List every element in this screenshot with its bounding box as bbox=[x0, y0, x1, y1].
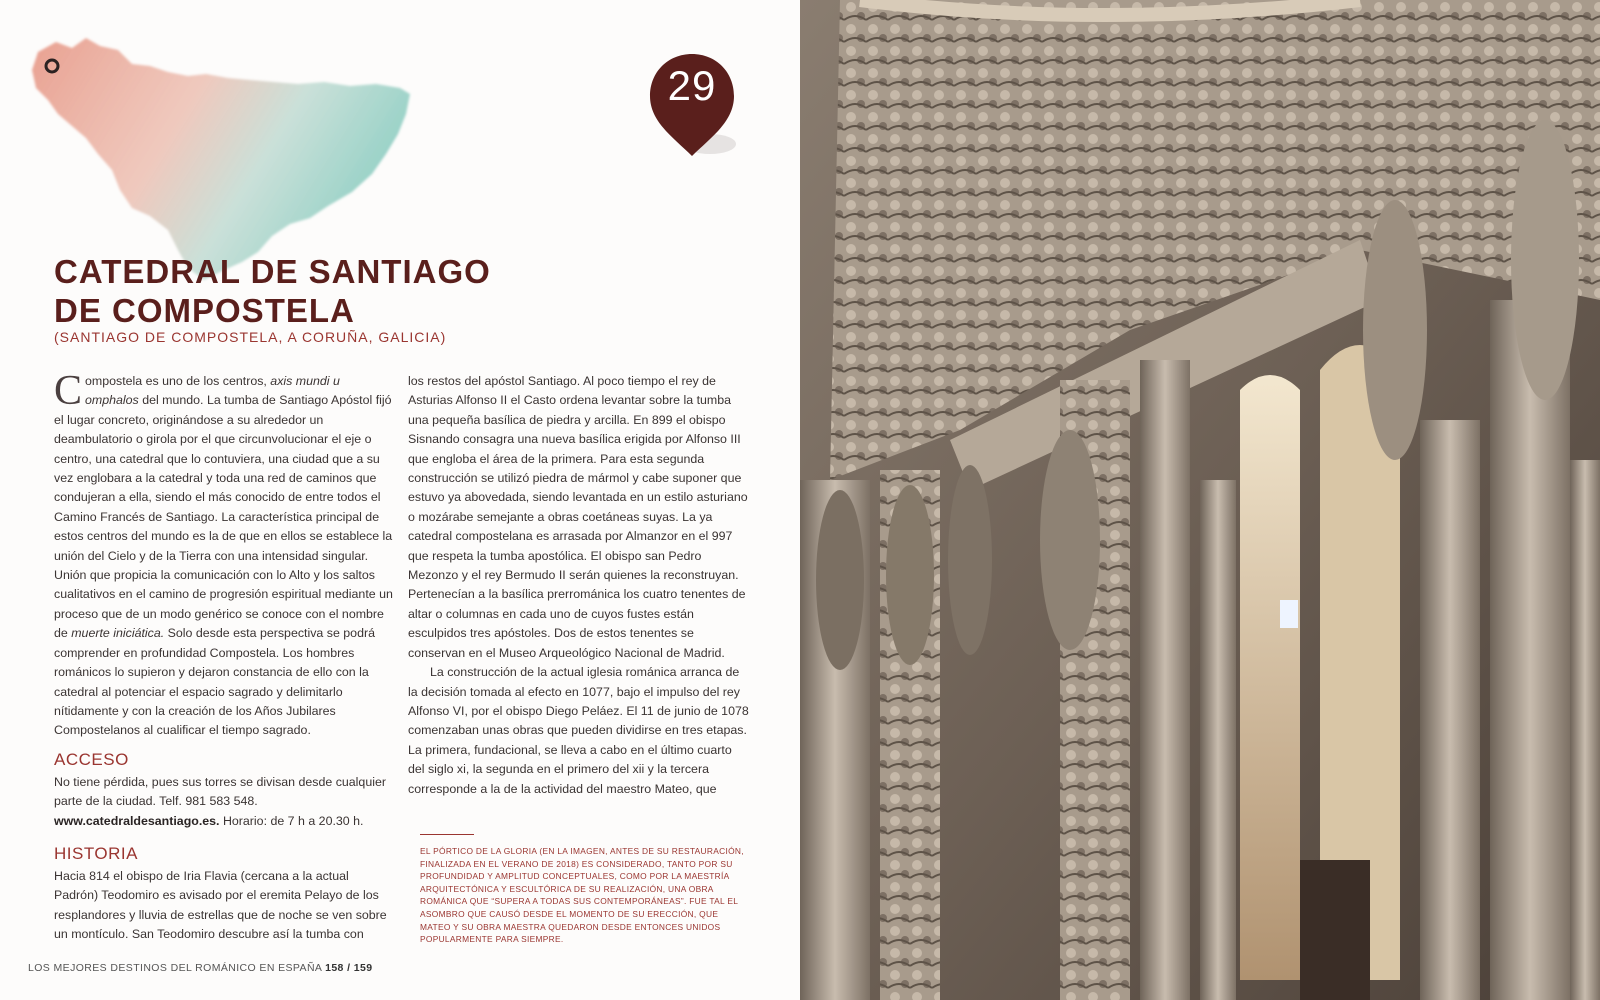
drop-cap: C bbox=[54, 368, 83, 414]
title-line-1: CATEDRAL DE SANTIAGO bbox=[54, 253, 491, 290]
website-link[interactable]: www.catedraldesantiago.es. bbox=[54, 813, 220, 828]
historia-paragraph: Hacia 814 el obispo de Iria Flavia (cercana a la actual Padrón) Teodomiro es avisado por el eremita Pelayo de los resplandores y lluvia de estrellas que de noche se ven sobre un montículo. San Teodomiro descubre así la tumba con bbox=[54, 868, 387, 942]
page-footer bbox=[28, 962, 372, 974]
caption-divider bbox=[420, 834, 474, 835]
portico-de-la-gloria-photo bbox=[800, 0, 1600, 1000]
history-paragraph-1: los restos del apóstol Santiago. Al poco tiempo el rey de Asturias Alfonso II el Casto ordena levantar sobre la tumba una pequeña basílica de piedra y arcilla. En 899 el obispo Sisnando consagra una nueva basílica erigida por Alfonso III que engloba el área de la primera. Para esta segunda construcción se utilizó piedra de mármol y cabe suponer que estuvo ya abovedada, siendo levantada en un estilo asturiano o mozárabe semejante a obras coetáneas suyas. La ya catedral compostelana es arrasada por Almanzor en el 997 que respeta la tumba apostólica. El obispo san Pedro Mezonzo y el rey Bermudo II serán quienes la reconstruyan. Pertenecían a la basílica prerrománica los cuatro tenentes de altar o columnas en cada uno de cuyos fustes están esculpidos tres apóstoles. Dos de estos tenentes se conservan en el Museo Arqueológico Nacional de Madrid. bbox=[408, 374, 748, 660]
intro-paragraph: Compostela es uno de los centros, axis mundi u omphalos del mundo. La tumba de Santiago Apóstol fijó el lugar concreto, originándose a su alrededor un deambulatorio o girola por el que circunvolucionar el eje o centro, una catedral que lo contuviera, una ciudad que a su vez englobara a la catedral y toda una red de caminos que condujeran a ella, siendo el más conocido de entre todos el Camino Francés de Santiago. La característica principal de estos centros del mundo es la de que en ellos se establece la unión del Cielo y de la Tierra con una intensidad singular. Unión que propicia la comunicación con lo Alto y los saltos cualitativos en el camino de progresión espiritual mediante un proceso que de un modo genérico se conoce con el nombre de muerte iniciática. Solo desde esta perspectiva se podrá comprender en profundidad Compostela. Los hombres románicos lo supieron y dejaron constancia de ello con la catedral al potenciar el espacio sagrado y delimitarlo nítidamente y con la creación de los Años Jubilares Compostelanos al cualificar el tiempo sagrado. bbox=[54, 368, 393, 738]
page-numbers: 158 / 159 bbox=[325, 962, 373, 974]
title-line-2: DE COMPOSTELA bbox=[54, 292, 355, 329]
photo-caption: EL PÓRTICO DE LA GLORIA (EN LA IMAGEN, ANTES DE SU RESTAURACIÓN, FINALIZADA EN EL VERANO DE 2018) ES CONSIDERADO, TANTO POR SU PROFUNDIDAD Y AMPLITUD CONCEPTUALES, COMO POR LA MAESTRÍA ARQUITECTÓNICA Y ESCULTÓRICA DE SU REALIZACIÓN, UNA OBRA ROMÁNICA QUE “SUPERA A TODAS SUS CONTEMPORÁNEAS”. FUE TAL EL ASOMBRO QUE CAUSÓ DESDE EL MOMENTO DE SU ERECCIÓN, QUE MATEO Y SU OBRA MAESTRA QUEDARON DESDE ENTONCES UNIDOS POPULARMENTE PARA SIEMPRE. bbox=[420, 846, 744, 945]
page-title bbox=[54, 252, 491, 330]
acceso-heading: ACCESO bbox=[54, 749, 129, 769]
historia-heading: HISTORIA bbox=[54, 843, 138, 863]
location-subtitle: (SANTIAGO DE COMPOSTELA, A CORUÑA, GALICIA) bbox=[54, 329, 447, 345]
footer-book-title: LOS MEJORES DESTINOS DEL ROMÁNICO EN ESPAÑA bbox=[28, 962, 326, 974]
galicia-watercolor-map bbox=[28, 30, 423, 290]
destination-number: 29 bbox=[667, 62, 717, 109]
text-column-2 bbox=[408, 372, 750, 799]
acceso-paragraph: No tiene pérdida, pues sus torres se divisan desde cualquier parte de la ciudad. Telf. 981 583 548. www.catedraldesantiago.es. Horario: de 7 h a 20.30 h. bbox=[54, 774, 386, 828]
history-paragraph-2: La construcción de la actual iglesia románica arranca de la decisión tomada al efecto en 1077, bajo el impulso del rey Alfonso VI, por el obispo Diego Peláez. El 11 de junio de 1078 comenzaban unas obras que pueden dividirse en tres etapas. La primera, fundacional, se lleva a cabo en el último cuarto del siglo xi, la segunda en el primero del xii y la tercera corresponde a la de la actividad del maestro Mateo, que bbox=[408, 665, 749, 796]
text-column-1 bbox=[54, 368, 394, 945]
